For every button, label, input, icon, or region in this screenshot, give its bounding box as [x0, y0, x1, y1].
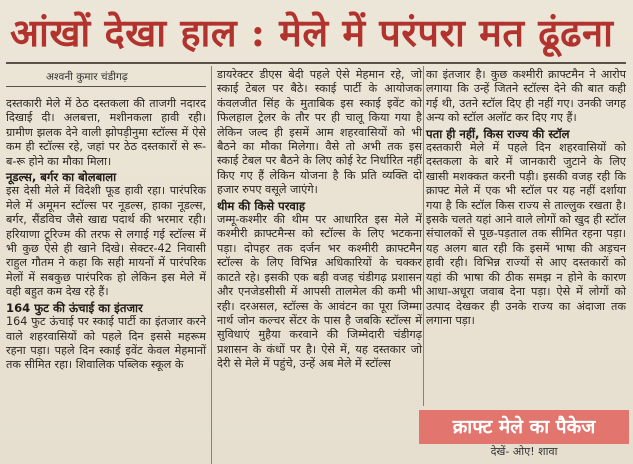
paragraph: दस्तकारी मेले में पहले दिन शहरवासियों को दस्तकला के बारे में जानकारी जुटाने के लिए खासी मशक्कत करनी पड़ी। इसकी वजह रही कि क्राफ्ट मेले में एक भी स्टॉल पर यह नहीं दर्शाया गया है कि स्टॉल किस राज्य से ताल्लुक रखता है। इसके चलते यहां आने वाले लोगों को खुद ही स्टॉल संचालकों से पूछ-पड़ताल तक सीमित रहना पड़ा। यह अलग बात रही कि इसमें भाषा की अड़चन हावी रही। विभिन्न राज्यों से आए दस्तकारों को यहां की भाषा की ठीक समझ न होने के कारण आधा-अधूरा जवाब देना पड़ा। ऐसे में लोगों को उत्पाद देखकर ही उनके राज्य का अंदाजा तक लगाना पड़ा। — [426, 141, 626, 327]
subheading: थीम की किसे परवाह — [217, 198, 306, 213]
paragraph: डायरेक्टर डीएस बेदी पहले ऐसे मेहमान रहे, जो स्काई टेबल पर बैठे। स्काई पार्टी के आयोजक कंवलजीत सिंह के मुताबिक इस स्काई इवेंट को फिलहाल ट्रेलर के तौर पर ही चालू किया गया है लेकिन जल्द ही इसमें आम शहरवासियों को भी बैठने का मौका मिलेगा। वैसे तो अभी तक इस स्काई टेबल पर बैठने के लिए कोई रेट निर्धारित नहीं किए गए हैं लेकिन योजना है कि प्रति व्यक्ति दो हजार रुपए वसूले जाएंगे। — [217, 68, 422, 197]
article-column-1 — [6, 97, 206, 374]
paragraph: इस देसी मेले में विदेशी फूड हावी रहा। पारंपरिक मेले में अमूमन स्टॉल्स पर नूडल्स, हाका नूडल्स, बर्गर, सैंडविच जैसे खाद्य पदार्थ की भरमार रही। हरियाणा टूरिज्म की तरफ से लगाई गई स्टॉल्स में भी कुछ ऐसे ही खाने दिखे। सेक्टर-42 निवासी राहुल गौतम ने कहा कि सही मायनों में पारंपरिक मेलों में सबकुछ पारंपरिक हो लेकिन इस मेले में वही बहुत कम देख रहे हैं। — [6, 184, 206, 299]
headline-separator: : — [237, 10, 280, 55]
column-divider — [211, 66, 212, 464]
column-divider — [423, 66, 424, 406]
byline: अश्वनी कुमार चंडीगढ़ — [46, 71, 128, 83]
paragraph: का इंतजार है। कुछ कश्मीरी क्राफ्टमैन ने आरोप लगाया कि उन्हें जितने स्टॉल्स देने की बात कही गई थी, उतने स्टॉल दिए ही नहीं गए। उनकी जगह अन्य को स्टॉल अलॉट कर दिए गए हैं। — [426, 68, 626, 125]
byline-rule — [6, 86, 206, 87]
article-column-3 — [426, 68, 626, 329]
paragraph: दस्तकारी मेले में ठेठ दस्तकला की ताजगी नदारद दिखाई दी। अलबत्ता, मशीनकला हावी रही। ग्रामीण झलक देने वाली झोपड़ीनुमा स्टॉल्स में ऐसे कम ही स्टॉल्स रहे, जहां पर ठेठ दस्तकारों से रू-ब-रू होने का मौका मिला। — [6, 97, 206, 168]
subheading: 164 फुट की ऊंचाई का इंतजार — [6, 300, 143, 315]
headline — [10, 4, 625, 62]
package-box-subtitle: देखें- ओए! शावा — [490, 445, 558, 458]
headline-right: मेले में परंपरा मत ढूंढना — [279, 10, 614, 55]
subheading: नूडल्स, बर्गर का बोलबाला — [6, 170, 117, 185]
headline-rule — [6, 62, 626, 64]
paragraph: जम्मू-कश्मीर की थीम पर आधारित इस मेले में कश्मीरी क्राफ्टमैन्स को स्टॉल्स के लिए भटकना पड़ा। दोपहर तक दर्जन भर कश्मीरी क्राफ्टमैन स्टॉल्स के लिए विभिन्न अधिकारियों के चक्कर काटते रहे। इसकी एक बड़ी वजह चंडीगढ़ प्रशासन और एनजेडसीसी में आपसी तालमेल की कमी भी रही। दरअसल, स्टॉल्स के आवंटन का पूरा जिम्मा नार्थ जोन कल्चर सेंटर के पास है जबकि स्टॉल्स में सुविधाएं मुहैया करवाने की जिम्मेदारी चंडीगढ़ प्रशासन के कंधों पर है। ऐसे में, यह दस्तकार जो देरी से मेले में पहुंचे, उन्हें अब मेले में स्टॉल्स — [217, 213, 422, 371]
paragraph: 164 फुट ऊंचाई पर स्काई पार्टी का इंतजार करने वाले शहरवासियों को पहले दिन इससे महरूम रहना पड़ा। पहले दिन स्काई इवेंट केवल मेहमानों तक सीमित रहा। शिवालिक पब्लिक स्कूल के — [6, 315, 206, 372]
headline-left: आंखों देखा हाल — [10, 10, 238, 55]
subheading: पता ही नहीं, किस राज्य की स्टॉल — [426, 126, 570, 141]
article-column-2 — [217, 68, 422, 373]
package-box-title: क्राफ्ट मेले का पैकेज — [419, 410, 629, 444]
